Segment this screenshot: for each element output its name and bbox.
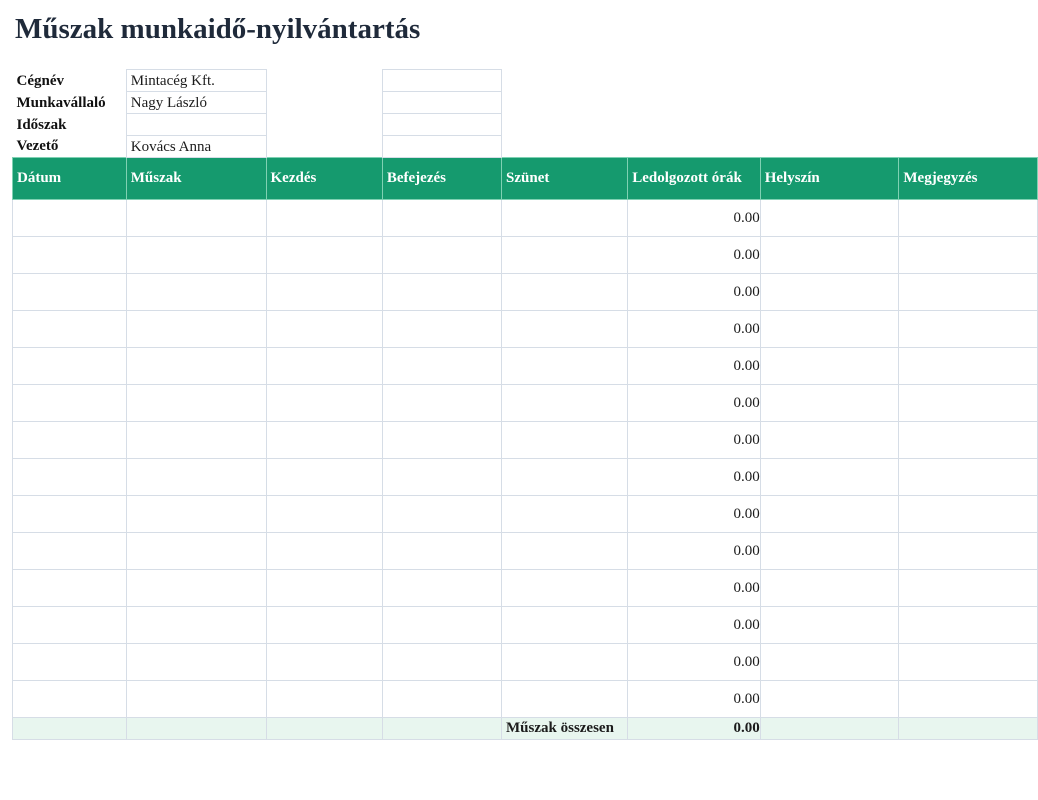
table-cell[interactable] [126, 533, 266, 570]
table-cell[interactable] [760, 348, 899, 385]
blank-cell [899, 70, 1038, 92]
table-cell[interactable] [899, 681, 1038, 718]
table-cell[interactable] [126, 496, 266, 533]
table-cell[interactable] [502, 311, 628, 348]
table-cell[interactable] [382, 348, 501, 385]
table-cell[interactable] [760, 422, 899, 459]
table-cell[interactable] [266, 311, 382, 348]
blank-cell [266, 114, 382, 136]
table-cell[interactable] [760, 274, 899, 311]
blank-cell [502, 70, 628, 92]
table-row [13, 422, 1038, 459]
table-cell[interactable] [126, 422, 266, 459]
total-row [13, 718, 1038, 740]
info-extra-cell[interactable] [382, 114, 501, 136]
table-cell[interactable] [266, 681, 382, 718]
table-cell[interactable] [502, 681, 628, 718]
table-cell[interactable] [266, 644, 382, 681]
table-cell[interactable] [266, 348, 382, 385]
header-row [13, 158, 1038, 200]
table-cell[interactable] [760, 200, 899, 237]
table-cell[interactable] [899, 237, 1038, 274]
table-cell[interactable] [502, 422, 628, 459]
info-value-cell[interactable] [126, 114, 266, 136]
table-row [13, 348, 1038, 385]
worked-hours-cell[interactable]: 0.00 [628, 459, 761, 496]
table-cell[interactable] [382, 644, 501, 681]
table-cell[interactable] [899, 311, 1038, 348]
table-row [13, 311, 1038, 348]
worked-hours-cell[interactable]: 0.00 [628, 348, 761, 385]
info-row [13, 136, 1038, 158]
info-label: Munkavállaló [16, 94, 106, 111]
table-cell[interactable] [899, 274, 1038, 311]
table-cell[interactable] [502, 496, 628, 533]
table-cell[interactable] [13, 496, 127, 533]
info-value-cell[interactable]: Nagy László [126, 92, 266, 114]
blank-cell [899, 136, 1038, 158]
table-cell[interactable] [760, 311, 899, 348]
table-cell[interactable] [760, 607, 899, 644]
column-header[interactable]: Befejezés [382, 158, 501, 200]
table-cell[interactable] [13, 681, 127, 718]
table-cell[interactable] [126, 385, 266, 422]
total-cell [266, 718, 382, 740]
table-row [13, 459, 1038, 496]
timesheet-table [12, 69, 1038, 740]
blank-cell [899, 92, 1038, 114]
table-cell[interactable] [760, 385, 899, 422]
table-cell[interactable] [126, 459, 266, 496]
total-cell [126, 718, 266, 740]
table-row [13, 385, 1038, 422]
blank-cell [502, 92, 628, 114]
table-cell[interactable] [760, 570, 899, 607]
table-cell[interactable] [13, 237, 127, 274]
table-cell[interactable] [126, 237, 266, 274]
table-row [13, 570, 1038, 607]
table-cell[interactable] [266, 533, 382, 570]
table-cell[interactable] [126, 681, 266, 718]
table-cell[interactable] [899, 422, 1038, 459]
table-cell[interactable] [126, 348, 266, 385]
table-cell[interactable] [760, 644, 899, 681]
total-cell [382, 718, 501, 740]
table-cell[interactable] [382, 570, 501, 607]
table-cell[interactable] [266, 274, 382, 311]
table-cell[interactable] [13, 459, 127, 496]
table-cell[interactable] [126, 311, 266, 348]
table-cell[interactable] [13, 607, 127, 644]
table-cell[interactable] [899, 533, 1038, 570]
table-cell[interactable] [899, 607, 1038, 644]
blank-cell [628, 70, 761, 92]
blank-cell [628, 136, 761, 158]
table-cell[interactable] [13, 422, 127, 459]
info-label: Vezető [16, 138, 59, 155]
total-cell [13, 718, 127, 740]
info-extra-cell[interactable] [382, 70, 501, 92]
worked-hours-cell[interactable]: 0.00 [628, 644, 761, 681]
table-cell[interactable] [266, 496, 382, 533]
worked-hours-cell[interactable]: 0.00 [628, 385, 761, 422]
table-cell[interactable] [382, 681, 501, 718]
column-header[interactable]: Műszak [126, 158, 266, 200]
total-cell [760, 718, 899, 740]
table-cell[interactable] [382, 422, 501, 459]
table-cell[interactable] [13, 348, 127, 385]
total-label: Műszak összesen [502, 718, 628, 740]
worked-hours-cell[interactable]: 0.00 [628, 311, 761, 348]
total-value: 0.00 [628, 718, 761, 740]
table-cell[interactable] [899, 570, 1038, 607]
table-cell[interactable] [266, 200, 382, 237]
table-cell[interactable] [126, 644, 266, 681]
column-header[interactable]: Kezdés [266, 158, 382, 200]
table-cell[interactable] [502, 607, 628, 644]
table-cell[interactable] [502, 274, 628, 311]
blank-cell [899, 114, 1038, 136]
table-cell[interactable] [760, 496, 899, 533]
worked-hours-cell[interactable]: 0.00 [628, 200, 761, 237]
blank-cell [266, 92, 382, 114]
table-cell[interactable] [502, 644, 628, 681]
blank-cell [760, 136, 899, 158]
info-extra-cell[interactable] [382, 136, 501, 158]
blank-cell [760, 70, 899, 92]
blank-cell [760, 114, 899, 136]
info-value-cell[interactable]: Mintacég Kft. [126, 70, 266, 92]
table-cell[interactable] [760, 459, 899, 496]
info-extra-cell[interactable] [382, 92, 501, 114]
table-cell[interactable] [382, 237, 501, 274]
worked-hours-cell[interactable]: 0.00 [628, 681, 761, 718]
table-cell[interactable] [502, 200, 628, 237]
table-cell[interactable] [760, 237, 899, 274]
column-header[interactable]: Szünet [502, 158, 628, 200]
table-cell[interactable] [899, 644, 1038, 681]
info-row [13, 70, 1038, 92]
worked-hours-cell[interactable]: 0.00 [628, 607, 761, 644]
info-value-cell[interactable]: Kovács Anna [126, 136, 266, 158]
table-row [13, 237, 1038, 274]
table-cell[interactable] [760, 533, 899, 570]
table-cell[interactable] [382, 496, 501, 533]
worked-hours-cell[interactable]: 0.00 [628, 496, 761, 533]
table-cell[interactable] [266, 237, 382, 274]
total-cell [899, 718, 1038, 740]
table-cell[interactable] [502, 385, 628, 422]
table-cell[interactable] [502, 459, 628, 496]
blank-cell [502, 136, 628, 158]
column-header[interactable]: Helyszín [760, 158, 899, 200]
table-cell[interactable] [899, 385, 1038, 422]
table-cell[interactable] [266, 422, 382, 459]
worked-hours-cell[interactable]: 0.00 [628, 570, 761, 607]
table-cell[interactable] [126, 607, 266, 644]
table-cell[interactable] [760, 681, 899, 718]
blank-cell [502, 114, 628, 136]
table-cell[interactable] [382, 385, 501, 422]
table-cell[interactable] [13, 311, 127, 348]
table-cell[interactable] [13, 274, 127, 311]
table-cell[interactable] [502, 570, 628, 607]
table-cell[interactable] [899, 496, 1038, 533]
info-label: Cégnév [16, 72, 64, 89]
worked-hours-cell[interactable]: 0.00 [628, 533, 761, 570]
table-cell[interactable] [13, 385, 127, 422]
table-cell[interactable] [126, 570, 266, 607]
info-row [13, 92, 1038, 114]
table-row [13, 496, 1038, 533]
table-cell[interactable] [502, 237, 628, 274]
table-cell[interactable] [13, 644, 127, 681]
table-cell[interactable] [899, 348, 1038, 385]
blank-cell [760, 92, 899, 114]
table-cell[interactable] [382, 311, 501, 348]
column-header[interactable]: Dátum [13, 158, 127, 200]
blank-cell [266, 136, 382, 158]
table-cell[interactable] [266, 385, 382, 422]
column-header[interactable]: Ledolgozott órák [628, 158, 761, 200]
table-cell[interactable] [899, 459, 1038, 496]
blank-cell [628, 114, 761, 136]
table-cell[interactable] [266, 459, 382, 496]
info-row [13, 114, 1038, 136]
worked-hours-cell[interactable]: 0.00 [628, 422, 761, 459]
table-cell[interactable] [126, 274, 266, 311]
table-cell[interactable] [266, 570, 382, 607]
table-row [13, 274, 1038, 311]
table-cell[interactable] [382, 607, 501, 644]
table-cell[interactable] [126, 200, 266, 237]
table-cell[interactable] [382, 200, 501, 237]
table-row [13, 200, 1038, 237]
worked-hours-cell[interactable]: 0.00 [628, 274, 761, 311]
table-cell[interactable] [502, 348, 628, 385]
blank-cell [628, 92, 761, 114]
sheet-title: Műszak munkaidő-nyilvántartás [15, 13, 421, 45]
blank-cell [266, 70, 382, 92]
table-cell[interactable] [266, 607, 382, 644]
table-row [13, 644, 1038, 681]
table-cell[interactable] [382, 533, 501, 570]
table-cell[interactable] [13, 200, 127, 237]
table-row [13, 681, 1038, 718]
table-cell[interactable] [502, 533, 628, 570]
table-cell[interactable] [899, 200, 1038, 237]
table-row [13, 607, 1038, 644]
table-cell[interactable] [382, 459, 501, 496]
worked-hours-cell[interactable]: 0.00 [628, 237, 761, 274]
column-header[interactable]: Megjegyzés [899, 158, 1038, 200]
table-row [13, 533, 1038, 570]
table-cell[interactable] [13, 570, 127, 607]
table-cell[interactable] [13, 533, 127, 570]
table-cell[interactable] [382, 274, 501, 311]
info-label: Időszak [16, 116, 67, 133]
